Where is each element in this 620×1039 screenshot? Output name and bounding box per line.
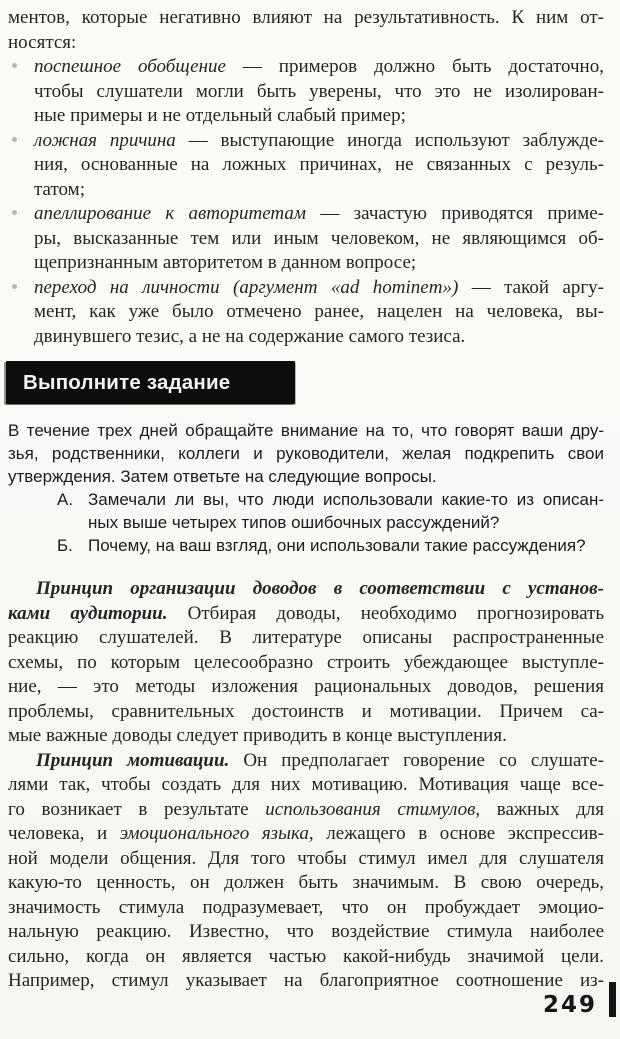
page-number: 249 <box>543 992 598 1018</box>
text-line: ментов, которые негативно влияют на результативность. К ним от- <box>8 7 604 28</box>
bullet-icon <box>12 284 17 289</box>
text-line: ной модели общения. Для того чтобы стимул имел для слушателя <box>8 847 604 869</box>
text-line: двинувшего тезис, а не на содержание самого тезиса. <box>34 325 466 347</box>
text-line: ками аудитории. Отбирая доводы, необходимо прогнозировать <box>8 602 604 624</box>
question-label: Б. <box>57 536 73 555</box>
list-item-appeal-to-authority <box>8 202 604 276</box>
fallacies-list <box>8 55 604 349</box>
text-line: носятся: <box>8 31 77 53</box>
list-item-false-cause <box>8 129 604 203</box>
text-line: апеллирование к авторитетам — зачастую приводятся приме- <box>34 203 604 224</box>
text-line: Почему, на ваш взгляд, они использовали такие рассуждения? <box>88 536 586 555</box>
question-a <box>57 488 604 534</box>
task-questions <box>57 488 604 557</box>
text-line: ных выше четырех типов ошибочных рассуждений? <box>88 513 500 532</box>
text-line: В течение трех дней обращайте внимание на то, что говорят ваши дру- <box>8 421 604 440</box>
text-line: ния, основанные на ложных причинах, не связанных с резуль- <box>34 154 604 175</box>
text-line: человека, и эмоционального языка, лежащего в основе экспрессив- <box>8 823 604 844</box>
list-item-ad-hominem <box>8 276 604 350</box>
question-text <box>88 488 604 534</box>
text-line: поспешное обобщение — примеров должно быть достаточно, <box>34 56 604 77</box>
text-line: Принцип организации доводов в соответствии с установ- <box>36 578 604 599</box>
bullet-icon <box>12 210 17 215</box>
text-line: го возникает в результате использования стимулов, важных для <box>8 798 604 820</box>
intro-paragraph <box>8 6 604 55</box>
text-line: ры, высказанные тем или иным человеком, не являющимся об- <box>34 227 604 249</box>
text-line: проблемы, сравнительных достоинств и мотивации. Причем са- <box>8 700 604 722</box>
question-b <box>57 534 604 557</box>
text-line: переход на личности (аргумент «ad hominem») — такой аргу- <box>34 276 604 298</box>
text-line: щепризнанным авторитетом в данном вопросе; <box>34 252 417 273</box>
paragraph-principle-motivation <box>8 749 604 994</box>
text-line: Принцип мотивации. Он предполагает говорение со слушате- <box>36 749 604 771</box>
text-line: ние, — это методы изложения рациональных доводов, решения <box>8 676 604 697</box>
page-edge-mark-icon <box>609 982 616 1017</box>
text-line: ные примеры и не отдельный слабый пример; <box>34 105 406 126</box>
list-item-hasty-generalization <box>8 55 604 129</box>
text-line: лями так, чтобы создать для них мотивацию. Мотивация чаще все- <box>8 774 604 795</box>
text-line: мые важные доводы следует приводить в конце выступления. <box>8 725 507 746</box>
text-line: значимость стимула подразумевает, что он пробуждает эмоцио- <box>8 896 604 918</box>
text-line: мент, как уже было отмечено ранее, нацелен на человека, вы- <box>34 301 604 322</box>
text-line: реакцию слушателей. В литературе описаны распространенные <box>8 627 604 648</box>
bullet-icon <box>12 137 17 142</box>
list-item-text <box>34 276 604 350</box>
paragraph-principle-organization <box>8 577 604 749</box>
list-item-text <box>34 129 604 203</box>
text-line: ложная причина — выступающие иногда используют заблужде- <box>34 129 604 151</box>
task-heading-banner <box>6 361 295 404</box>
list-item-text <box>34 202 604 276</box>
text-line: Замечали ли вы, что люди использовали какие-то из описан- <box>88 490 604 509</box>
text-line: татом; <box>34 178 85 200</box>
text-line: схемы, по которым целесообразно строить убеждающее выступле- <box>8 651 604 673</box>
task-heading-label: Выполните задание <box>23 370 231 394</box>
question-label: А. <box>57 490 74 509</box>
text-line: сильно, когда он является частью какой-нибудь значимой цели. <box>8 945 604 967</box>
task-intro-text <box>8 419 604 488</box>
list-item-text <box>34 55 604 129</box>
text-line: нальную реакцию. Известно, что воздействие стимула наиболее <box>8 921 604 942</box>
text-line: какую-то ценность, он должен быть значимым. В свою очередь, <box>8 872 604 893</box>
text-line: зья, родственники, коллеги и руководители, желая подкрепить свои <box>8 444 604 463</box>
text-line: Например, стимул указывает на благоприятное соотношение из- <box>8 970 604 991</box>
question-text <box>88 534 604 557</box>
text-line: чтобы слушатели могли быть уверены, что это не изолирован- <box>34 80 604 102</box>
text-line: утверждения. Затем ответьте на следующие вопросы. <box>8 467 437 486</box>
bullet-icon <box>12 63 17 68</box>
